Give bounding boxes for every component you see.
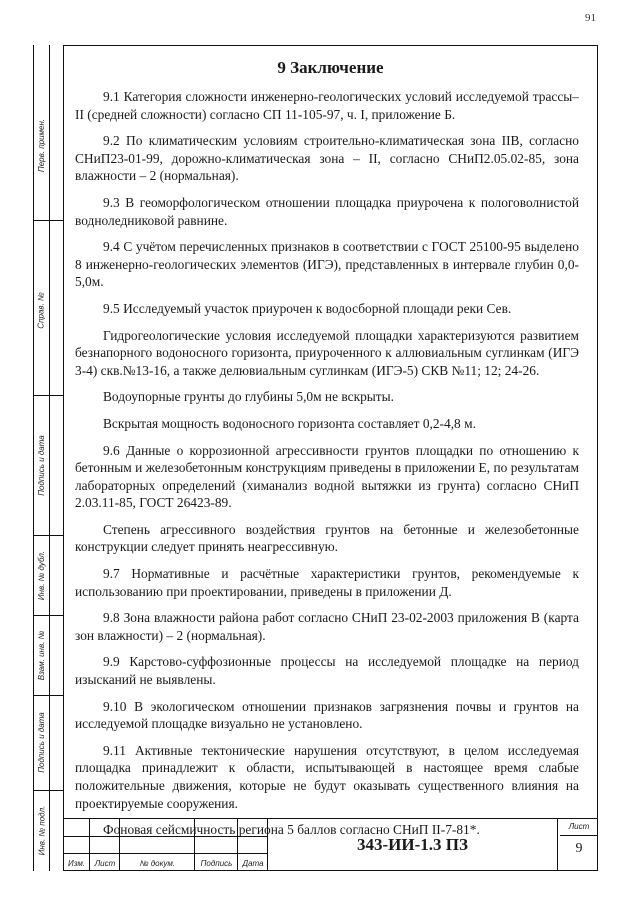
col-date: Дата — [238, 819, 268, 870]
side-label-original-inventory: Инв. № подл. — [37, 805, 47, 855]
col-sheet: Лист — [90, 819, 120, 870]
paragraph: Вскрытая мощность водоносного горизонта составляет 0,2-4,8 м. — [103, 415, 476, 431]
paragraph: Водоупорные грунты до глубины 5,0м не вскрыты. — [103, 389, 394, 405]
paragraph: 9.4 С учётом перечисленных признаков в соответствии с ГОСТ 25100-95 выделено 8 инженерно-геологических элементов (ИГЭ), представленных в интервале глубин 0,0-5,0м. — [75, 239, 579, 290]
paragraph: 9.11 Активные тектонические нарушения отсутствуют, в целом исследуемая площадка принадлежит к области, испытывающей в настоящее время слабые положительные движения, которые не будут оказывать существенного влияния на проектируемые сооружения. — [75, 742, 579, 811]
side-strip-line — [34, 790, 64, 791]
paragraph: 9.3 В геоморфологическом отношении площадка приурочена к пологоволнистой водноледниковой равнине. — [75, 194, 579, 228]
col-signature: Подпись — [195, 819, 238, 870]
paragraph: Степень агрессивного воздействия грунтов на бетонные и железобетонные конструкции следует принять неагрессивную. — [75, 521, 579, 555]
side-label-first-use: Перв. примен. — [37, 118, 46, 172]
paragraph: 9.2 По климатическим условиям строительно-климатическая зона IIВ, согласно СНиП23-01-99, дорожно-климатическая зона – II, согласно СНиП2.05.02-85, зона влажности – 2 (нормальная). — [75, 133, 579, 184]
page-number: 91 — [585, 12, 596, 24]
side-label-signature-date-1: Подпись и дата — [37, 434, 47, 496]
title-block — [63, 818, 598, 871]
paragraph: 9.6 Данные о коррозионной агрессивности грунтов площадки по отношению к бетонным и железобетонным конструкциям приведены в приложении Е, по результатам лабораторных определений (химанализ водной вытяжки из грунта) согласно СНиП 2.03.11-85, ГОСТ 26423-89. — [75, 442, 579, 511]
paragraph: 9.8 Зона влажности района работ согласно СНиП 23-02-2003 приложения В (карта зон влажности) – 2 (нормальная). — [75, 610, 579, 643]
side-strip-divider — [49, 45, 50, 871]
sheet-label: Лист — [568, 822, 590, 831]
side-strip-line — [34, 220, 64, 221]
document-body — [75, 88, 579, 848]
side-strip-line — [34, 695, 64, 696]
side-label-reference: Справ. № — [37, 291, 46, 329]
paragraph: 9.5 Исследуемый участок приурочен к водосборной площади реки Сев. — [103, 300, 512, 316]
paragraph: 9.10 В экологическом отношении признаков загрязнения почвы и грунтов на исследуемой площадке визуально не установлено. — [75, 698, 579, 732]
paragraph: Фоновая сейсмичность региона 5 баллов согласно СНиП II-7-81*. — [103, 822, 480, 838]
side-label-dup-inventory: Инв. № дубл. — [37, 550, 47, 600]
col-doc-number: № докум. — [120, 819, 195, 870]
side-strip-line — [34, 615, 64, 616]
sheet-box — [560, 819, 598, 870]
side-label-replacement-inventory: Взам. инв. № — [37, 630, 47, 680]
paragraph: 9.9 Карстово-суффозионные процессы на исследуемой площадке на период изысканий не выявлены. — [75, 654, 579, 688]
paragraph: 9.1 Категория сложности инженерно-геологических условий исследуемой трассы– II (средней сложности) согласно СП 11-105-97, ч. I, приложение Б. — [75, 89, 579, 122]
col-change: Изм. — [63, 819, 90, 870]
side-label-signature-date-2: Подпись и дата — [37, 712, 47, 773]
section-title: 9 Заключение — [277, 58, 384, 77]
side-strip — [33, 45, 63, 871]
paragraph: Гидрогеологические условия исследуемой площадки характеризуются развитием безнапорного водоносного горизонта, приуроченного к аллювиальным суглинкам (ИГЭ 3-4) скв.№13-16, а также делювиальным суглинкам (ИГЭ-5) СКВ №11; 12; 24-26. — [75, 327, 579, 378]
sheet-divider — [560, 835, 598, 836]
side-strip-line — [34, 535, 64, 536]
side-strip-line — [34, 395, 64, 396]
document-code: 343-ИИ-1.3 ПЗ — [268, 819, 558, 870]
sheet-number: 9 — [575, 841, 583, 856]
paragraph: 9.7 Нормативные и расчётные характеристики грунтов, рекомендуемые к использованию при проектировании, приведены в приложении Д. — [75, 566, 579, 599]
